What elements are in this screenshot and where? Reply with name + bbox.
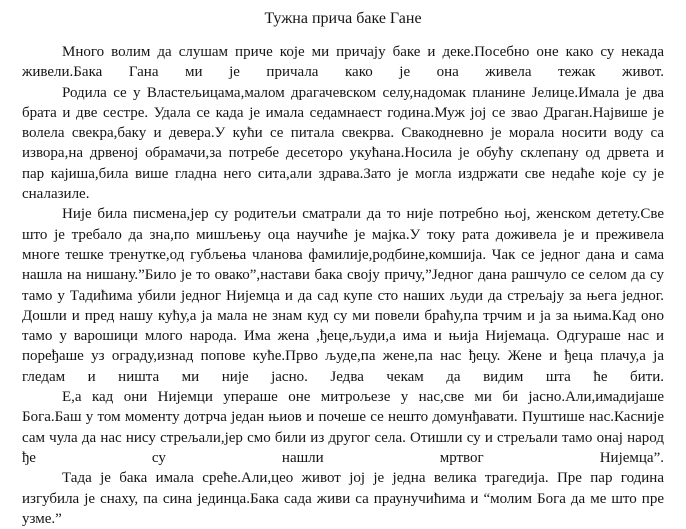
- text-line: брата и две сестре. Удала се када је имала седамнаест година.Муж јој се звао Драган.Највише је: [22, 104, 664, 121]
- text-line: нашла на нишану.”Било је то овако”,настави бака своју причу,”Једног дана рашчуло се селом да су: [22, 267, 664, 284]
- text-line: поређаше уз ограду,изнад попове куће.Прво људе,па жене,па нас ђецу. Жене и ђеца плачу,а ја: [22, 348, 664, 365]
- text-line: Није била писмена,јер су родитељи сматрали да то није потребно њој, женском детету.Све: [62, 206, 664, 223]
- text-line: волела свекра,баку и девера.У кући се питала свекрва. Свакодневно је морала носити воду са: [22, 125, 664, 142]
- text-line: многе тешке тренутке,од губљења чланова фамилије,родбине,комшија. Чак се једног дана и сама: [22, 246, 664, 263]
- text-line: сналазиле.: [22, 186, 90, 203]
- text-line: узме.”: [22, 510, 62, 527]
- text-line: сам чула да нас нису стрељали,јер смо били из другог села. Отишли су и стрељали тамо онај народ: [22, 429, 664, 446]
- text-line: Е,а кад они Нијемци упераше оне митрољезе у нас,све ми би јасно.Али,имадијаше: [62, 389, 664, 406]
- document-title: Тужна прича баке Гане: [264, 10, 422, 27]
- text-line: Много волим да слушам приче које ми причају баке и деке.Посебно оне како су некада: [62, 44, 664, 60]
- text-line: Бога.Баш у том моменту дотрча један њиов и почеше се нешто домунђавати. Пуштише нас.Касније: [22, 409, 664, 426]
- text-line: ђе су нашли мртвог Нијемца”.: [22, 449, 664, 466]
- paragraph: [22, 83, 664, 205]
- paragraph: [22, 204, 664, 387]
- text-line: изгубила је снаху, па сина јединца.Бака сада живи са праунучићима и “молим Бога да ме што пре: [22, 490, 664, 507]
- text-line: Дошли и пред нашу кућу,а ја мала не знам куд су ми повели браћу,па трчим и ја за њима.Кад оно: [22, 307, 664, 324]
- text-line: тамо у варошици млого народа. Има жена ,ђеце,људи,а има и њија Нијемаца. Одгураше нас и: [22, 328, 664, 345]
- text-line: Тада је бака имала среће.Али,цео живот јој је једна велика трагедија. Пре пар година: [62, 470, 664, 487]
- paragraph: [22, 42, 664, 83]
- text-line: гледам и ништа ми није јасно. Једва чекам да видим шта ће бити.: [22, 368, 664, 385]
- text-line: пар кајиша,била више гладна него сита,али здрава.Зато је могла издржати све недаће које су је: [22, 165, 664, 182]
- text-line: тамо у Тадићима убили једног Нијемца и да сад купе сто наших људи да стрељају за њега једног.: [22, 287, 664, 304]
- text-line: извора,на дрвеној обрамачи,за потребе десеторо укућана.Носила је обућу склепану од дрвета и: [22, 145, 664, 162]
- text-line: живели.Бака Гана ми је причала како је она живела тежак живот.: [22, 64, 664, 81]
- text-line: Родила се у Властељицама,малом драгачевском селу,надомак планине Јелице.Имала је два: [62, 84, 664, 101]
- paragraph: [22, 468, 664, 529]
- paragraph: [22, 387, 664, 468]
- text-line: што је требало да зна,по мишљењу оца научиће је мајка.У току рата доживела је и преживела: [22, 226, 664, 243]
